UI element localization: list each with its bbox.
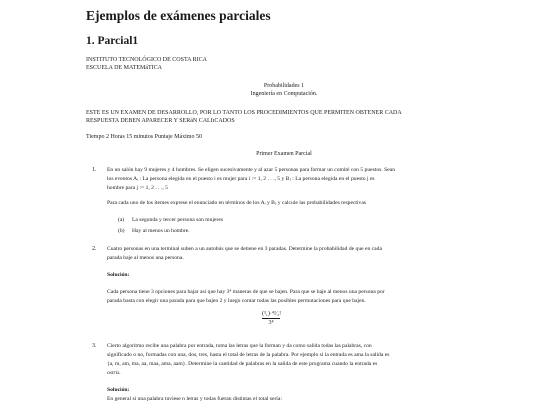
question-1-item-a-label: (a) — [118, 217, 125, 223]
question-3-line-3: {a, m, am, ma, aa, maa, ama, aam}. Determine la cantidad de palabras en la salida de este programa cuando la entrada es — [107, 361, 378, 367]
instructions-line-2: RESPUESTA DEBEN APARECER Y SERáN CALIıCADOS — [86, 118, 235, 124]
question-2-fraction — [262, 311, 280, 326]
question-1-line-1: En un salón hay 9 mujeres y 4 hombres. Se eligen sucesivamente y al azar 5 personas para formar un comité con 5 puestos. Sean — [107, 167, 395, 173]
question-2-line-1: Cuatro personas en una terminal suben a un autobús que se detiene en 3 paradas. Determine la probabilidad de que en cada — [107, 246, 382, 252]
question-1-item-b-label: (b) — [118, 228, 125, 234]
course-name: Probabilidades 1 — [263, 83, 305, 89]
fraction-denominator: 3⁴ — [268, 320, 274, 326]
question-3-number: 3. — [92, 343, 97, 349]
section-heading: 1. Parcial1 — [86, 35, 139, 47]
program-name: Ingeniería en Computación. — [250, 91, 318, 97]
instructions-line-1: ESTE ES UN EXAMEN DE DESARROLLO, POR LO TANTO LOS PROCEDIMIENTOS QUE PERMITEN OBTENER CADA — [86, 110, 402, 116]
question-3-solution-line-1: En general si una palabra tuviese n letras y todas fueran distintas el total sería: — [107, 396, 282, 402]
question-1-line-3: hombre para j := 1, 2 . . ., 5 — [107, 185, 168, 191]
exam-title: Primer Examen Parcial — [256, 151, 312, 157]
question-1-instruction: Para cada uno de los ítemes exprese el enunciado en términos de los Aᵢ y Bⱼ y calcule las probabilidades respectivas — [107, 200, 367, 206]
question-1-number: 1. — [92, 167, 97, 173]
document-title: Ejemplos de exámenes parciales — [86, 8, 271, 23]
question-1-item-b-text: Hay al menos un hombre. — [132, 228, 190, 234]
time-and-score-line: Tiempo 2 Horas 15 minutos Puntaje Máximo 50 — [86, 134, 202, 140]
question-2-solution-line-1: Cada persona tiene 3 opciones para bajar así que hay 3⁴ maneras de que se bajen. Para que se baje al menos una persona por — [107, 289, 385, 295]
question-3-solution-label: Solución: — [107, 387, 130, 393]
question-3-line-2: significado o no, formadas con una, dos, tres, hasta el total de letras de la palabra. Por ejemplo si la entrada es ama la salida es — [107, 352, 390, 358]
question-2-solution-line-2: parada basta con elegir una parada para que bajen 2 y luego contar todas las posibles permutaciones para que bajen. — [107, 298, 366, 304]
question-2-line-2: parada baje al menos una persona. — [107, 255, 184, 261]
school-line: ESCUELA DE MATEMáTICA — [86, 65, 162, 71]
fraction-numerator: (³₁)·⁴!⁄₂! — [262, 311, 282, 317]
institution-line: INSTITUTO TECNOLÓGICO DE COSTA RICA — [86, 57, 207, 63]
question-2-number: 2. — [92, 246, 97, 252]
fraction-bar — [262, 318, 280, 319]
question-1-item-a-text: La segunda y tercer persona son mujeres — [132, 217, 224, 223]
question-2-solution-label: Solución: — [107, 272, 130, 278]
question-1-line-2: los eventos Aᵢ : La persona elegida en el puesto i es mujer para i := 1, 2 . . ., 5 y Bⱼ : La persona elegida en el puesto j es — [107, 176, 375, 182]
question-3-line-4: ostris. — [107, 370, 121, 376]
question-3-line-1: Cierto algoritmo recibe una palabra por entrada, toma las letras que la forman y da como salida todas las palabras, con — [107, 343, 372, 349]
